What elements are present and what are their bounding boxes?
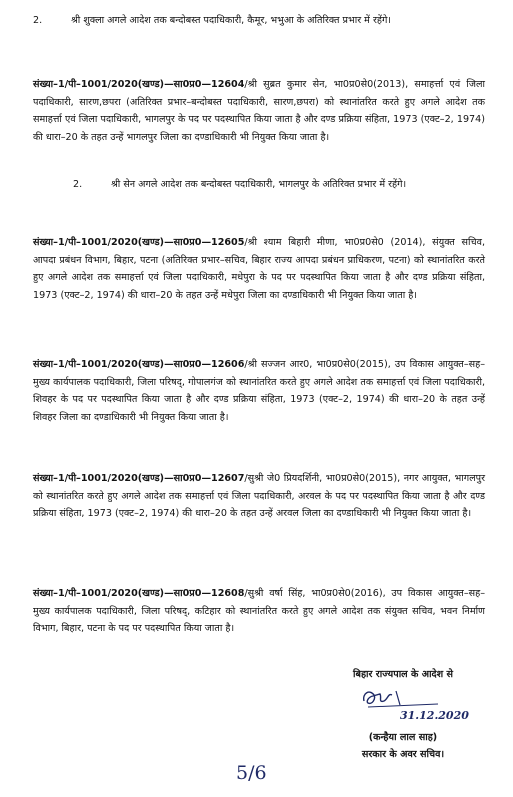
order-text: /श्री सज्जन आर0, भा0प्र0से0(2015), उप विकास आयुक्त–सह–मुख्य कार्यपालक पदाधिकारी, जिला परिषद्, गोपालगंज को स्थानांतरित करते हुए अगले आदेश तक समाहर्त्ता एवं जिला पदाधिकारी, शिवहर के पद पर पदस्थापित किया जाता है और दण्ड प्रक्रिया संहिता, 1973 (एक्ट–2, 1974) की धारा–20 के तहत उन्हें शिवहर जिला का दण्डाधिकारी भी नियुक्त किया जाता है। (33, 359, 485, 423)
order-paragraph-12604 (33, 76, 485, 146)
signature-block (318, 666, 488, 763)
order-text: /सुश्री जे0 प्रियदर्शिनी, भा0प्र0से0(2015), नगर आयुक्त, भागलपुर को स्थानांतरित करते हुए अगले आदेश तक समाहर्त्ता एवं जिला पदाधिकारी, अरवल के पद पर पदस्थापित किया जाता है और दण्ड प्रक्रिया संहिता, 1973 (एक्ट–2, 1974) की धारा–20 के तहत उन्हें अरवल जिला का दण्डाधिकारी भी नियुक्त किया जाता है। (33, 473, 485, 520)
order-text: /सुश्री वर्षा सिंह, भा0प्र0से0(2016), उप विकास आयुक्त–सह–मुख्य कार्यपालक पदाधिकारी, जिला परिषद्, कटिहार को स्थानांतरित करते हुए अगले आदेश तक संयुक्त सचिव, भवन निर्माण विभाग, बिहार, पटना के पद पर पदस्थापित किया जाता है। (33, 588, 485, 635)
order-paragraph-12607 (33, 470, 485, 523)
item-number: 2. (73, 179, 83, 190)
item-number: 2. (33, 15, 43, 26)
order-reference: संख्या–1/पी–1001/2020(खण्ड)—सा0प्र0—12606 (33, 359, 245, 370)
order-authority-line: बिहार राज्यपाल के आदेश से (352, 669, 453, 680)
order-text: /श्री श्याम बिहारी मीणा, भा0प्र0से0 (2014), संयुक्त सचिव, आपदा प्रबंधन विभाग, बिहार, पटना (अतिरिक्त प्रभार–सचिव, बिहार राज्य आपदा प्रबंधन प्राधिकरण, पटना) को स्थानांतरित करते हुए अगले आदेश तक समाहर्त्ता एवं जिला पदाधिकारी, मधेपुरा के पद पर पदस्थापित किया जाता है और दण्ड प्रक्रिया संहिता, 1973 (एक्ट–2, 1974) की धारा–20 के तहत उन्हें मधेपुरा जिला का दण्डाधिकारी भी नियुक्त किया जाता है। (33, 237, 485, 301)
handwritten-signature (318, 683, 488, 729)
page-number: 5/6 (236, 762, 267, 784)
order-paragraph-12605 (33, 234, 485, 304)
order-reference: संख्या–1/पी–1001/2020(खण्ड)—सा0प्र0—12607 (33, 473, 245, 484)
signatory-name: (कन्हैया लाल साह) (368, 732, 438, 743)
order-paragraph-12606 (33, 356, 485, 426)
handwritten-date: 31.12.2020 (400, 709, 469, 722)
signatory-designation: सरकार के अवर सचिव। (361, 749, 445, 760)
item-text: श्री सेन अगले आदेश तक बन्दोबस्त पदाधिकारी, भागलपुर के अतिरिक्त प्रभार में रहेंगे। (111, 179, 407, 190)
order-reference: संख्या–1/पी–1001/2020(खण्ड)—सा0प्र0—12605 (33, 237, 245, 248)
order-text: /श्री सुब्रत कुमार सेन, भा0प्र0से0(2013), समाहर्त्ता एवं जिला पदाधिकारी, सारण,छपरा (अतिरिक्त प्रभार–बन्दोबस्त पदाधिकारी, सारण,छपरा) को स्थानांतरित करते हुए अगले आदेश तक समाहर्त्ता एवं जिला पदाधिकारी, भागलपुर के पद पर पदस्थापित किया जाता है और दण्ड प्रक्रिया संहिता, 1973 (एक्ट–2, 1974) की धारा–20 के तहत उन्हें भागलपुर जिला का दण्डाधिकारी भी नियुक्त किया जाता है। (33, 79, 485, 143)
paragraph-item-2 (33, 176, 485, 194)
order-reference: संख्या–1/पी–1001/2020(खण्ड)—सा0प्र0—12604 (33, 79, 245, 90)
paragraph-item-1 (33, 12, 485, 30)
order-paragraph-12608 (33, 585, 485, 638)
order-reference: संख्या–1/पी–1001/2020(खण्ड)—सा0प्र0—12608 (33, 588, 245, 599)
item-text: श्री शुक्ला अगले आदेश तक बन्दोबस्त पदाधिकारी, कैमूर, भभुआ के अतिरिक्त प्रभार में रहेंगे। (71, 15, 392, 26)
